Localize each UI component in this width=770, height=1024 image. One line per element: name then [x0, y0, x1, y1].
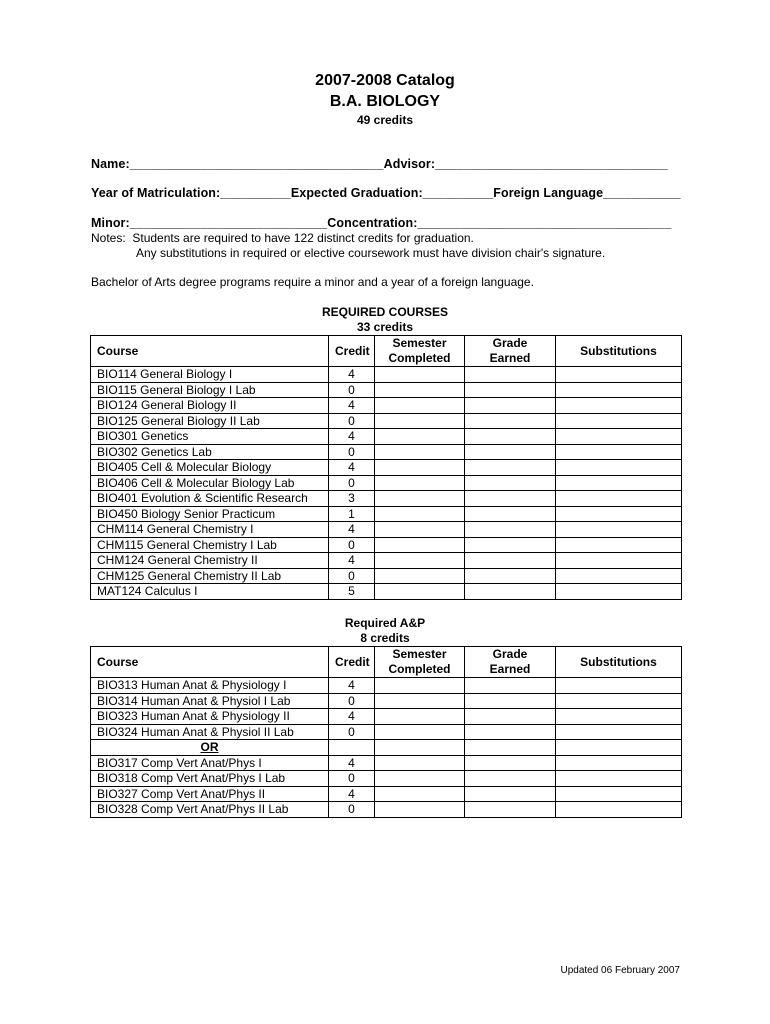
- grade-cell[interactable]: [465, 771, 556, 787]
- semester-cell[interactable]: [375, 367, 465, 383]
- degree-title: B.A. BIOLOGY: [329, 93, 441, 110]
- credit-cell: 0: [329, 771, 375, 787]
- table-row: [91, 802, 682, 818]
- course-cell: BIO317 Comp Vert Anat/Phys I: [91, 755, 329, 771]
- substitution-cell[interactable]: [556, 740, 682, 756]
- grade-cell[interactable]: [465, 537, 556, 553]
- catalog-year: 2007-2008 Catalog: [315, 72, 455, 89]
- credit-cell: 0: [329, 475, 375, 491]
- semester-cell[interactable]: [375, 802, 465, 818]
- course-cell: BIO125 General Biology II Lab: [91, 413, 329, 429]
- grade-cell[interactable]: [465, 786, 556, 802]
- course-cell: CHM114 General Chemistry I: [91, 522, 329, 538]
- course-cell: BIO124 General Biology II: [91, 398, 329, 414]
- table-row: [91, 755, 682, 771]
- ap-courses-table: [90, 646, 682, 818]
- credit-cell: 0: [329, 537, 375, 553]
- notes-line-2: Any substitutions in required or elective coursework must have division chair's signature.: [136, 246, 606, 260]
- semester-cell[interactable]: [375, 398, 465, 414]
- table-row: [91, 693, 682, 709]
- grade-cell[interactable]: [465, 444, 556, 460]
- name-advisor-line: Name:____________________________________Advisor:_________________________________: [91, 157, 668, 171]
- semester-cell[interactable]: [375, 491, 465, 507]
- course-cell: CHM124 General Chemistry II: [91, 553, 329, 569]
- credit-cell: 5: [329, 584, 375, 600]
- substitution-cell[interactable]: [556, 475, 682, 491]
- course-cell: CHM125 General Chemistry II Lab: [91, 568, 329, 584]
- substitution-cell[interactable]: [556, 398, 682, 414]
- credit-cell: 4: [329, 460, 375, 476]
- updated-date: Updated 06 February 2007: [560, 965, 680, 976]
- matriculation-line: Year of Matriculation:__________Expected Graduation:__________Foreign Language___________: [91, 186, 681, 200]
- substitution-cell[interactable]: [556, 382, 682, 398]
- course-cell: BIO323 Human Anat & Physiology II: [91, 709, 329, 725]
- table-row: [91, 771, 682, 787]
- or-label: OR: [91, 740, 329, 756]
- credit-cell: 4: [329, 678, 375, 694]
- or-separator-row: [91, 740, 682, 756]
- substitution-cell[interactable]: [556, 693, 682, 709]
- substitution-cell[interactable]: [556, 522, 682, 538]
- grade-cell[interactable]: [465, 568, 556, 584]
- table-row: [91, 475, 682, 491]
- credit-cell: 0: [329, 693, 375, 709]
- table-row: [91, 367, 682, 383]
- semester-cell[interactable]: [375, 584, 465, 600]
- semester-cell[interactable]: [375, 429, 465, 445]
- credit-cell: 0: [329, 724, 375, 740]
- credit-cell: 1: [329, 506, 375, 522]
- credit-cell: 4: [329, 553, 375, 569]
- semester-column-header: Semester Completed: [375, 647, 465, 678]
- table-row: [91, 786, 682, 802]
- substitution-cell[interactable]: [556, 460, 682, 476]
- substitutions-column-header: Substitutions: [556, 647, 682, 678]
- substitution-cell[interactable]: [556, 786, 682, 802]
- substitution-cell[interactable]: [556, 678, 682, 694]
- credit-column-header: Credit: [329, 336, 375, 367]
- course-cell: BIO114 General Biology I: [91, 367, 329, 383]
- table-row: [91, 444, 682, 460]
- table-row: [91, 398, 682, 414]
- table-row: [91, 491, 682, 507]
- course-cell: BIO324 Human Anat & Physiol II Lab: [91, 724, 329, 740]
- grade-cell[interactable]: [465, 584, 556, 600]
- table-row: [91, 413, 682, 429]
- substitution-cell[interactable]: [556, 755, 682, 771]
- grade-cell[interactable]: [465, 382, 556, 398]
- course-cell: CHM115 General Chemistry I Lab: [91, 537, 329, 553]
- grade-cell[interactable]: [465, 724, 556, 740]
- substitutions-column-header: Substitutions: [556, 336, 682, 367]
- semester-cell[interactable]: [375, 460, 465, 476]
- grade-cell[interactable]: [465, 475, 556, 491]
- credit-cell: 3: [329, 491, 375, 507]
- grade-cell[interactable]: [465, 740, 556, 756]
- table-row: [91, 584, 682, 600]
- semester-column-header: Semester Completed: [375, 336, 465, 367]
- grade-cell[interactable]: [465, 491, 556, 507]
- semester-cell[interactable]: [375, 709, 465, 725]
- semester-cell[interactable]: [375, 740, 465, 756]
- substitution-cell[interactable]: [556, 771, 682, 787]
- course-cell: BIO301 Genetics: [91, 429, 329, 445]
- semester-cell[interactable]: [375, 444, 465, 460]
- substitution-cell[interactable]: [556, 444, 682, 460]
- table-row: [91, 568, 682, 584]
- course-cell: BIO115 General Biology I Lab: [91, 382, 329, 398]
- credit-cell: 4: [329, 398, 375, 414]
- course-cell: BIO313 Human Anat & Physiology I: [91, 678, 329, 694]
- semester-cell[interactable]: [375, 724, 465, 740]
- table-row: [91, 678, 682, 694]
- credit-cell: 0: [329, 802, 375, 818]
- grade-cell[interactable]: [465, 460, 556, 476]
- grade-cell[interactable]: [465, 802, 556, 818]
- semester-cell[interactable]: [375, 522, 465, 538]
- table-row: [91, 553, 682, 569]
- semester-cell[interactable]: [375, 786, 465, 802]
- credit-cell: [329, 740, 375, 756]
- substitution-cell[interactable]: [556, 367, 682, 383]
- course-column-header: Course: [91, 647, 329, 678]
- substitution-cell[interactable]: [556, 537, 682, 553]
- ap-heading: [0, 616, 770, 646]
- grade-cell[interactable]: [465, 413, 556, 429]
- required-courses-heading: [0, 305, 770, 335]
- semester-cell[interactable]: [375, 693, 465, 709]
- table-header-row: [91, 647, 682, 678]
- credit-column-header: Credit: [329, 647, 375, 678]
- substitution-cell[interactable]: [556, 802, 682, 818]
- page-title: [0, 70, 770, 112]
- semester-cell[interactable]: [375, 568, 465, 584]
- course-cell: BIO405 Cell & Molecular Biology: [91, 460, 329, 476]
- table-row: [91, 522, 682, 538]
- table-row: [91, 429, 682, 445]
- table-row: [91, 537, 682, 553]
- grade-cell[interactable]: [465, 678, 556, 694]
- substitution-cell[interactable]: [556, 413, 682, 429]
- course-column-header: Course: [91, 336, 329, 367]
- semester-cell[interactable]: [375, 553, 465, 569]
- grade-column-header: Grade Earned: [465, 647, 556, 678]
- grade-cell[interactable]: [465, 398, 556, 414]
- course-cell: BIO328 Comp Vert Anat/Phys II Lab: [91, 802, 329, 818]
- substitution-cell[interactable]: [556, 506, 682, 522]
- total-credits: 49 credits: [356, 113, 414, 127]
- semester-cell[interactable]: [375, 382, 465, 398]
- course-cell: BIO327 Comp Vert Anat/Phys II: [91, 786, 329, 802]
- credit-cell: 4: [329, 786, 375, 802]
- course-cell: BIO314 Human Anat & Physiol I Lab: [91, 693, 329, 709]
- grade-cell[interactable]: [465, 693, 556, 709]
- substitution-cell[interactable]: [556, 553, 682, 569]
- course-cell: BIO450 Biology Senior Practicum: [91, 506, 329, 522]
- substitution-cell[interactable]: [556, 491, 682, 507]
- substitution-cell[interactable]: [556, 724, 682, 740]
- credit-cell: 0: [329, 413, 375, 429]
- semester-cell[interactable]: [375, 413, 465, 429]
- credit-cell: 4: [329, 429, 375, 445]
- semester-cell[interactable]: [375, 771, 465, 787]
- required-courses-body: [91, 367, 682, 600]
- minor-concentration-line: Minor:____________________________Concentration:____________________________________: [91, 216, 672, 230]
- table-header-row: [91, 336, 682, 367]
- grade-cell[interactable]: [465, 553, 556, 569]
- course-cell: BIO318 Comp Vert Anat/Phys I Lab: [91, 771, 329, 787]
- credit-cell: 0: [329, 382, 375, 398]
- semester-cell[interactable]: [375, 506, 465, 522]
- semester-cell[interactable]: [375, 755, 465, 771]
- degree-requirement-note: Bachelor of Arts degree programs require a minor and a year of a foreign language.: [91, 275, 534, 289]
- semester-cell[interactable]: [375, 678, 465, 694]
- credit-cell: 0: [329, 444, 375, 460]
- semester-cell[interactable]: [375, 475, 465, 491]
- grade-cell[interactable]: [465, 506, 556, 522]
- grade-cell[interactable]: [465, 522, 556, 538]
- course-cell: BIO302 Genetics Lab: [91, 444, 329, 460]
- required-courses-table: [90, 335, 682, 600]
- credit-cell: 4: [329, 709, 375, 725]
- ap-credits: 8 credits: [360, 631, 410, 645]
- required-courses-title: REQUIRED COURSES: [321, 305, 449, 319]
- table-row: [91, 382, 682, 398]
- table-row: [91, 506, 682, 522]
- substitution-cell[interactable]: [556, 429, 682, 445]
- credit-cell: 4: [329, 755, 375, 771]
- grade-column-header: Grade Earned: [465, 336, 556, 367]
- course-cell: BIO406 Cell & Molecular Biology Lab: [91, 475, 329, 491]
- grade-cell[interactable]: [465, 709, 556, 725]
- substitution-cell[interactable]: [556, 709, 682, 725]
- table-row: [91, 724, 682, 740]
- table-row: [91, 460, 682, 476]
- credit-cell: 4: [329, 522, 375, 538]
- required-courses-credits: 33 credits: [356, 320, 414, 334]
- semester-cell[interactable]: [375, 537, 465, 553]
- grade-cell[interactable]: [465, 755, 556, 771]
- course-cell: MAT124 Calculus I: [91, 584, 329, 600]
- notes-line-1: Notes: Students are required to have 122 distinct credits for graduation.: [91, 231, 474, 245]
- course-cell: BIO401 Evolution & Scientific Research: [91, 491, 329, 507]
- grade-cell[interactable]: [465, 367, 556, 383]
- credit-cell: 4: [329, 367, 375, 383]
- ap-courses-body: [91, 678, 682, 818]
- table-row: [91, 709, 682, 725]
- substitution-cell[interactable]: [556, 584, 682, 600]
- grade-cell[interactable]: [465, 429, 556, 445]
- ap-title: Required A&P: [344, 616, 426, 630]
- credit-cell: 0: [329, 568, 375, 584]
- substitution-cell[interactable]: [556, 568, 682, 584]
